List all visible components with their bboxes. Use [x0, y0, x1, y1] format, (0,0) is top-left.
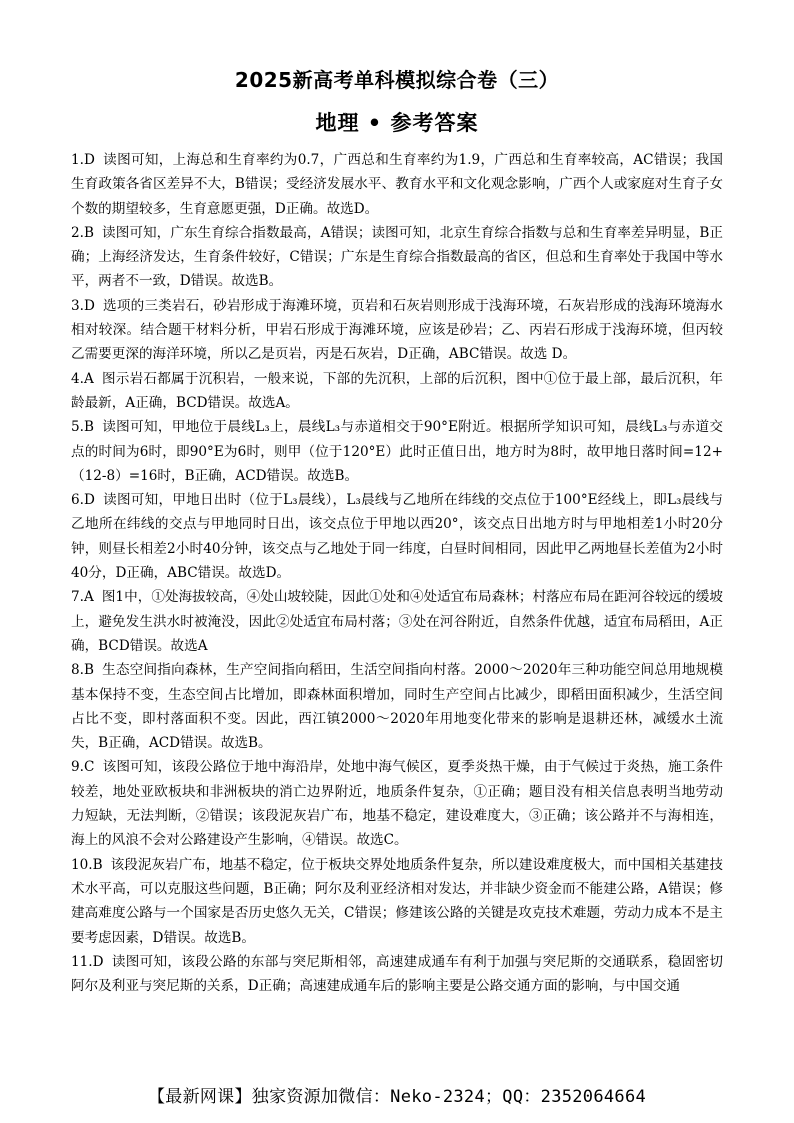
page-subtitle: 地理 • 参考答案 — [315, 111, 479, 135]
answer-item — [71, 950, 723, 999]
answer-explanation: 图1中，①处海拔较高，④处山坡较陡，因此①处和④处适宜布局森林；村落应布局在距河谷较远的缓坡上，避免发生洪水时被淹没，因此②处适宜布局村落；③处在河谷附近，自然条件优越，适宜布局稻田，A正确，BCD错误。故选A — [71, 589, 723, 654]
answer-explanation: 读图可知，甲地位于晨线L₃上，晨线L₃与赤道相交于90°E附近。根据所学知识可知，晨线L₃与赤道交点的时间为6时，即90°E为6时，则甲（位于120°E）此时正值日出，地方时为8时，故甲地日落时间=12+（12-8）=16时，B正确，ACD错误。故选B。 — [71, 419, 723, 484]
answer-number: 10.B — [71, 856, 103, 873]
answer-explanation: 该段泥灰岩广布，地基不稳定，位于板块交界处地质条件复杂，所以建设难度极大，而中国相关基建技术水平高，可以克服这些问题，B正确；阿尔及利亚经济相对发达，并非缺少资金而不能建公路，A错误；修建高难度公路与一个国家是否历史悠久无关，C错误；修建该公路的关键是攻克技术难题，劳动力成本不是主要考虑因素，D错误。故选B。 — [71, 856, 723, 946]
answer-item — [71, 755, 723, 852]
answer-explanation: 图示岩石都属于沉积岩，一般来说，下部的先沉积，上部的后沉积，图中①位于最上部，最后沉积，年龄最新，A正确，BCD错误。故选A。 — [71, 370, 723, 411]
answer-item — [71, 853, 723, 950]
answer-explanation: 选项的三类岩石，砂岩形成于海滩环境，页岩和石灰岩则形成于浅海环境，石灰岩形成的浅海环境海水相对较深。结合题干材料分析，甲岩石形成于海滩环境，应该是砂岩；乙、丙岩石形成于浅海环境，但丙较乙需要更深的海洋环境，所以乙是页岩，丙是石灰岩，D正确，ABC错误。故选 D。 — [71, 297, 723, 363]
answer-item — [71, 294, 723, 367]
answer-number: 8.B — [71, 662, 94, 679]
answer-item — [71, 585, 723, 658]
answer-explanation: 读图可知，广东生育综合指数最高，A错误；读图可知，北京生育综合指数与总和生育率差异明显，B正确；上海经济发达，生育条件较好，C错误；广东是生育综合指数最高的省区，但总和生育率处于我国中等水平，两者不一致，D错误。故选B。 — [71, 224, 723, 290]
answer-item — [71, 148, 723, 221]
answer-number: 11.D — [71, 953, 104, 970]
footer-contact: 【最新网课】独家资源加微信：Neko-2324；QQ：2352064664 — [147, 1087, 647, 1107]
answer-explanation: 生态空间指向森林，生产空间指向稻田，生活空间指向村落。2000～2020年三种功能空间总用地规模基本保持不变，生态空间占比增加，即森林面积增加，同时生产空间占比减少，即稻田面积减少，生活空间占比不变，即村落面积不变。因此，西江镇2000～2020年用地变化带来的影响是退耕还林，减缓水土流失，B正确，ACD错误。故选B。 — [71, 662, 723, 752]
answer-explanation: 该图可知，该段公路位于地中海沿岸，处地中海气候区，夏季炎热干燥，由于气候过于炎热，施工条件较差，地处亚欧板块和非洲板块的消亡边界附近，地质条件复杂，①正确；题目没有相关信息表明当地劳动力短缺，无法判断，②错误；该段泥灰岩广布，地基不稳定，建设难度大，③正确；该公路并不与海相连，海上的风浪不会对公路建设产生影响，④错误。故选C。 — [71, 759, 723, 849]
answer-number: 3.D — [71, 297, 95, 314]
answer-number: 7.A — [71, 589, 94, 606]
answer-item — [71, 367, 723, 416]
answer-number: 4.A — [71, 370, 94, 387]
page-title: 2025新高考单科模拟综合卷（三） — [234, 68, 560, 92]
answer-explanation: 读图可知，上海总和生育率约为0.7，广西总和生育率约为1.9，广西总和生育率较高，AC错误；我国生育政策各省区差异不大，B错误；受经济发展水平、教育水平和文化观念影响，广西个人或家庭对生育子女个数的期望较多，生育意愿更强，D正确。故选D。 — [71, 152, 723, 217]
answer-explanation: 读图可知，甲地日出时（位于L₃晨线），L₃晨线与乙地所在纬线的交点位于100°E经线上，即L₃晨线与乙地所在纬线的交点与甲地同时日出，该交点位于甲地以西20°，该交点日出地方时与甲地相差1小时20分钟，则昼长相差2小时40分钟，该交点与乙地处于同一纬度，白昼时间相同，因此甲乙两地昼长差值为2小时40分，D正确，ABC错误。故选D。 — [71, 492, 723, 582]
answer-number: 6.D — [71, 492, 95, 509]
answer-item — [71, 415, 723, 488]
answer-number: 5.B — [71, 419, 94, 436]
answer-list — [71, 148, 723, 998]
answer-item — [71, 488, 723, 585]
answer-number: 1.D — [71, 152, 95, 168]
answer-item — [71, 658, 723, 755]
answer-item — [71, 221, 723, 294]
answer-number: 9.C — [71, 759, 95, 776]
answer-explanation: 读图可知，该段公路的东部与突尼斯相邻，高速建成通车有利于加强与突尼斯的交通联系，稳固密切阿尔及利亚与突尼斯的关系，D正确；高速建成通车后的影响主要是公路交通方面的影响，与中国交通 — [71, 953, 723, 995]
answer-number: 2.B — [71, 224, 94, 241]
